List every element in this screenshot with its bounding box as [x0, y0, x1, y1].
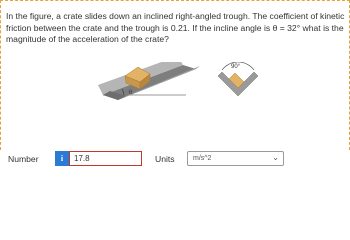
theta-label: θ [129, 89, 133, 96]
units-select[interactable] [187, 151, 284, 166]
number-input[interactable] [69, 151, 142, 166]
trough-illustration [98, 62, 200, 100]
chevron-down-icon: ⌄ [272, 153, 279, 162]
figure-svg [0, 62, 350, 122]
units-value: m/s^2 [193, 155, 212, 162]
question-text: In the figure, a crate slides down an inclined right-angled trough. The coefficient of kinetic friction between the crate and the trough is 0.21. If the incline angle is θ = 32° what is the magnitude of the acceleration of the crate? [6, 11, 345, 44]
answer-row [6, 151, 350, 167]
number-label: Number [8, 154, 39, 164]
question-frame-border [0, 0, 350, 10]
info-icon[interactable]: i [55, 151, 69, 166]
units-label: Units [155, 154, 175, 164]
problem-figure [0, 62, 350, 122]
right-angle-label: 90° [231, 64, 241, 70]
